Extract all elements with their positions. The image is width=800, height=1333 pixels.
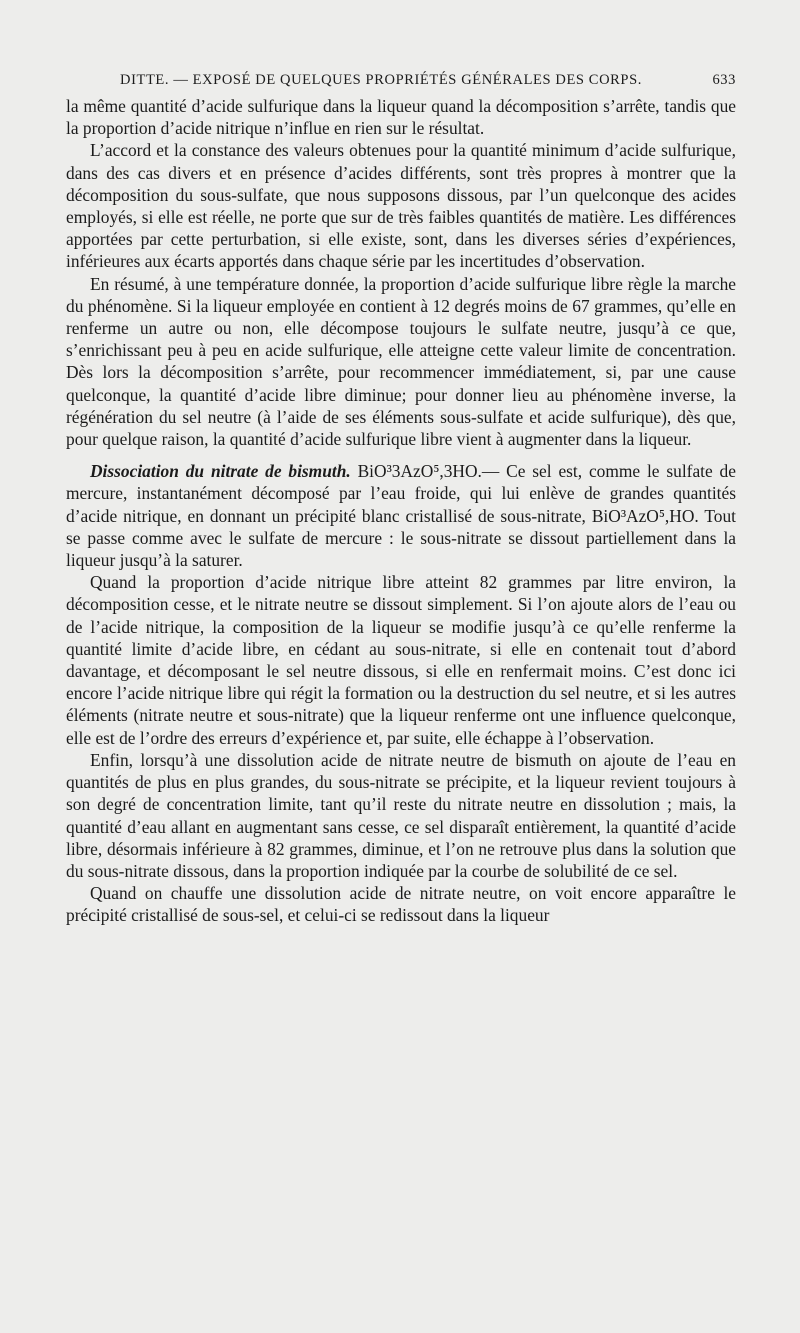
paragraph-2: L’accord et la constance des valeurs obtenues pour la quantité minimum d’acide sulfurique, dans des cas divers et en présence d’acides différents, sont très propres à montrer que la décomposition du sous-sulfate, que nous supposons dissous, par l’un quelconque des acides employés, si elle est réelle, ne porte que sur de très faibles quantités de matière. Les différences apportées par cette perturbation, si elle existe, sont, dans les diverses séries d’expériences, inférieures aux écarts apportés dans chaque série par les incertitudes d’observation. bbox=[66, 140, 736, 272]
paragraph-4: Ce sel est, comme le sulfate de mercure, instantanément décomposé par l’eau froide, qui lui enlève de grandes quantités d’acide nitrique, en donnant un précipité blanc cristallisé de sous-nitrate, BiO³AzO⁵,HO. Tout se passe comme avec le sulfate de mercure : le sous-nitrate se dissout partiellement dans la liqueur jusqu’à la saturer. bbox=[66, 461, 736, 571]
section-heading: Dissociation du nitrate de bismuth. bbox=[90, 461, 351, 482]
paragraph-5: Quand la proportion d’acide nitrique libre atteint 82 grammes par litre environ, la décomposition cesse, et le nitrate neutre se dissout simplement. Si l’on ajoute alors de l’eau ou de l’acide nitrique, la composition de la liqueur se modifie jusqu’à ce qu’elle renferme la quantité limite d’acide libre, en cédant au sous-nitrate, si elle en contenait tout d’abord davantage, et décomposant le sel neutre dissous, si elle en renfermait moins. C’est donc ici encore l’acide nitrique libre qui régit la formation ou la destruction du sel neutre, et si les autres éléments (nitrate neutre et sous-nitrate) que la liqueur renferme ont une influence quelconque, elle est de l’ordre des erreurs d’expérience et, par suite, elle échappe à l’observation. bbox=[66, 572, 736, 748]
running-title: DITTE. — EXPOSÉ DE QUELQUES PROPRIÉTÉS GÉNÉRALES DES CORPS. bbox=[120, 72, 642, 88]
body-text bbox=[66, 95, 736, 927]
page-number: 633 bbox=[712, 72, 736, 88]
section-formula: BiO³3AzO⁵,3HO.— bbox=[357, 461, 500, 482]
paragraph-7: Quand on chauffe une dissolution acide de nitrate neutre, on voit encore apparaître le précipité cristallisé de sous-sel, et celui-ci se redissout dans la liqueur bbox=[66, 883, 736, 926]
running-header bbox=[66, 72, 736, 94]
paragraph-3: En résumé, à une température donnée, la proportion d’acide sulfurique libre règle la marche du phénomène. Si la liqueur employée en contient à 12 degrés moins de 67 grammes, qu’elle en renferme un autre ou non, elle décompose toujours le sulfate neutre, jusqu’à ce que, s’enrichissant peu à peu en acide sulfurique, elle atteigne cette valeur limite de concentration. Dès lors la décomposition s’arrête, pour recommencer immédiatement, si, par une cause quelconque, la quantité d’acide libre diminue; pour donner lieu au phénomène inverse, la régénération du sel neutre (à l’aide de ses éléments sous-sulfate et acide sulfurique), dès que, pour quelque raison, la quantité d’acide sulfurique libre vient à augmenter dans la liqueur. bbox=[66, 273, 736, 450]
section-paragraph bbox=[66, 460, 736, 571]
paragraph-1: la même quantité d’acide sulfurique dans la liqueur quand la décomposition s’arrête, tandis que la proportion d’acide nitrique n’influe en rien sur le résultat. bbox=[66, 96, 736, 139]
paragraph-6: Enfin, lorsqu’à une dissolution acide de nitrate neutre de bismuth on ajoute de l’eau en quantités de plus en plus grandes, du sous-nitrate se précipite, et la liqueur revient toujours à son degré de concentration limite, tant qu’il reste du nitrate neutre en dissolution ; mais, la quantité d’eau allant en augmentant sans cesse, ce sel disparaît entièrement, la quantité d’acide libre, désormais inférieure à 82 grammes, diminue, et l’on ne retrouve plus dans la solution que du sous-nitrate dissous, dans la proportion indiquée par la courbe de solubilité de ce sel. bbox=[66, 749, 736, 881]
